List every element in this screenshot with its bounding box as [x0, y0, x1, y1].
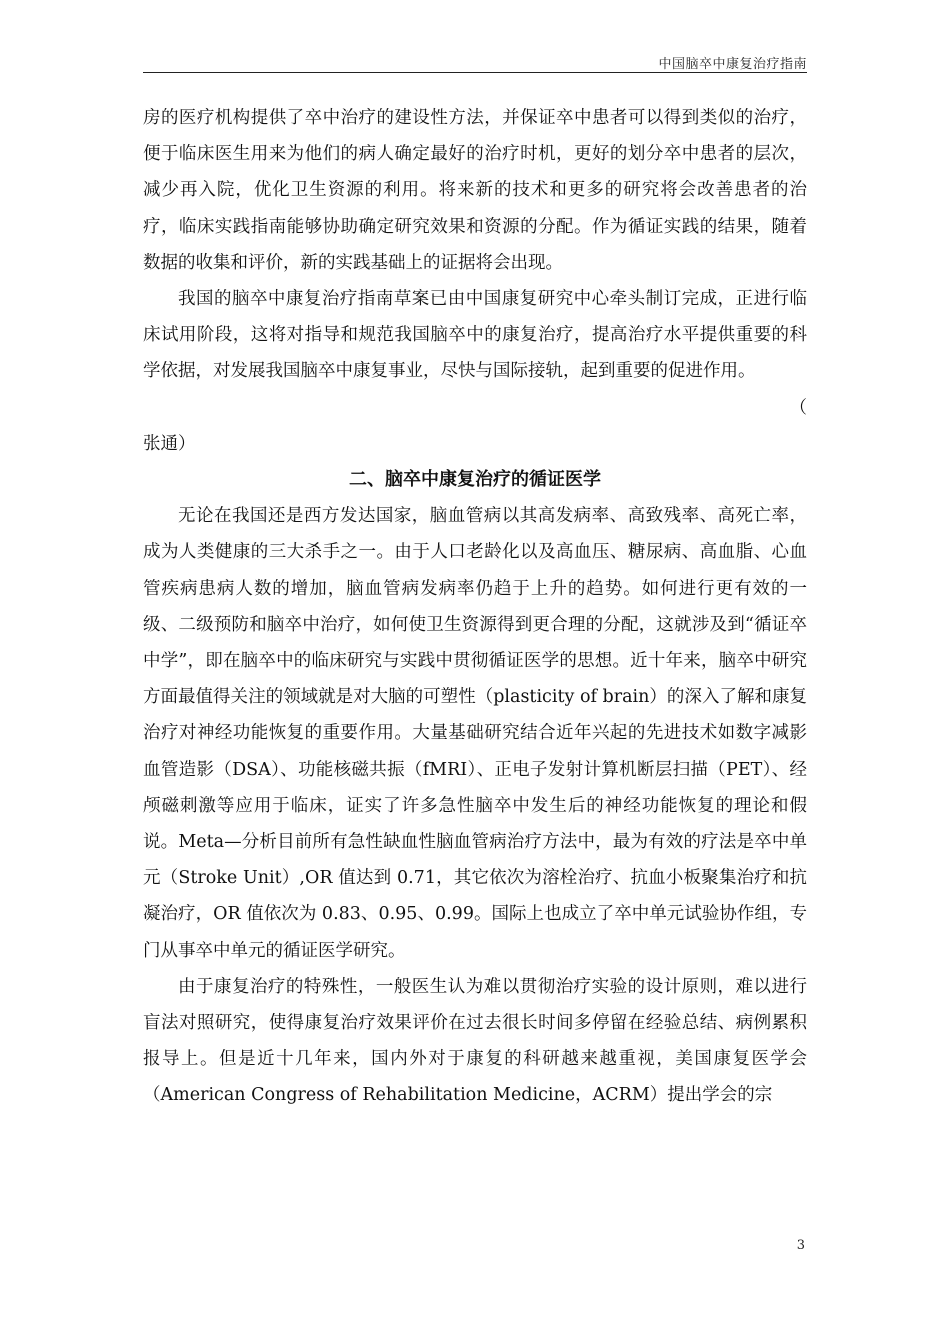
paragraph-china-guideline-draft: 我国的脑卒中康复治疗指南草案已由中国康复研究中心牵头制订完成，正进行临床试用阶段，这将对指导和规范我国脑卒中的康复治疗，提高治疗水平提供重要的科学依据，对发展我国脑卒中康复事业，尽快与国际接轨，起到重要的促进作用。 [143, 289, 807, 382]
section-heading: 二、脑卒中康复治疗的循证医学 [349, 469, 601, 491]
author-signature-name: 张通） [143, 433, 196, 454]
page-body [143, 100, 807, 1114]
running-header-title: 中国脑卒中康复治疗指南 [658, 57, 807, 72]
page-number: 3 [796, 1238, 805, 1253]
author-signature-open-paren: （ [789, 397, 807, 418]
paragraph-rehabilitation-research: 由于康复治疗的特殊性，一般医生认为难以贯彻治疗实验的设计原则，难以进行盲法对照研究，使得康复治疗效果评价在过去很长时间多停留在经验总结、病例累积报导上。但是近十几年来，国内外对于康复的科研越来越重视，美国康复医学会（American Congress of Rehabilitation Medicine，ACRM）提出学会的宗 [143, 976, 807, 1106]
header-divider [143, 72, 807, 73]
paragraph-continued: 房的医疗机构提供了卒中治疗的建设性方法，并保证卒中患者可以得到类似的治疗，便于临床医生用来为他们的病人确定最好的治疗时机，更好的划分卒中患者的层次，减少再入院，优化卫生资源的利用。将来新的技术和更多的研究将会改善患者的治疗，临床实践指南能够协助确定研究效果和资源的分配。作为循证实践的结果，随着数据的收集和评价，新的实践基础上的证据将会出现。 [143, 108, 807, 273]
paragraph-evidence-based-stroke: 无论在我国还是西方发达国家，脑血管病以其高发病率、高致残率、高死亡率，成为人类健康的三大杀手之一。由于人口老龄化以及高血压、糖尿病、高血脂、心血管疾病患病人数的增加，脑血管病发病率仍趋于上升的趋势。如何进行更有效的一级、二级预防和脑卒中治疗，如何使卫生资源得到更合理的分配，这就涉及到“循证卒中学”，即在脑卒中的临床研究与实践中贯彻循证医学的思想。近十年来，脑卒中研究方面最值得关注的领域就是对大脑的可塑性（plasticity of brain）的深入了解和康复治疗对神经功能恢复的重要作用。大量基础研究结合近年兴起的先进技术如数字减影血管造影（DSA）、功能核磁共振（fMRI）、正电子发射计算机断层扫描（PET）、经颅磁刺激等应用于临床，证实了许多急性脑卒中发生后的神经功能恢复的理论和假说。Meta—分析目前所有急性缺血性脑血管病治疗方法中，最为有效的疗法是卒中单元（Stroke Unit）,OR 值达到 0.71，其它依次为溶栓治疗、抗血小板聚集治疗和抗凝治疗，OR 值依次为 0.83、0.95、0.99。国际上也成立了卒中单元试验协作组，专门从事卒中单元的循证医学研究。 [143, 506, 807, 961]
